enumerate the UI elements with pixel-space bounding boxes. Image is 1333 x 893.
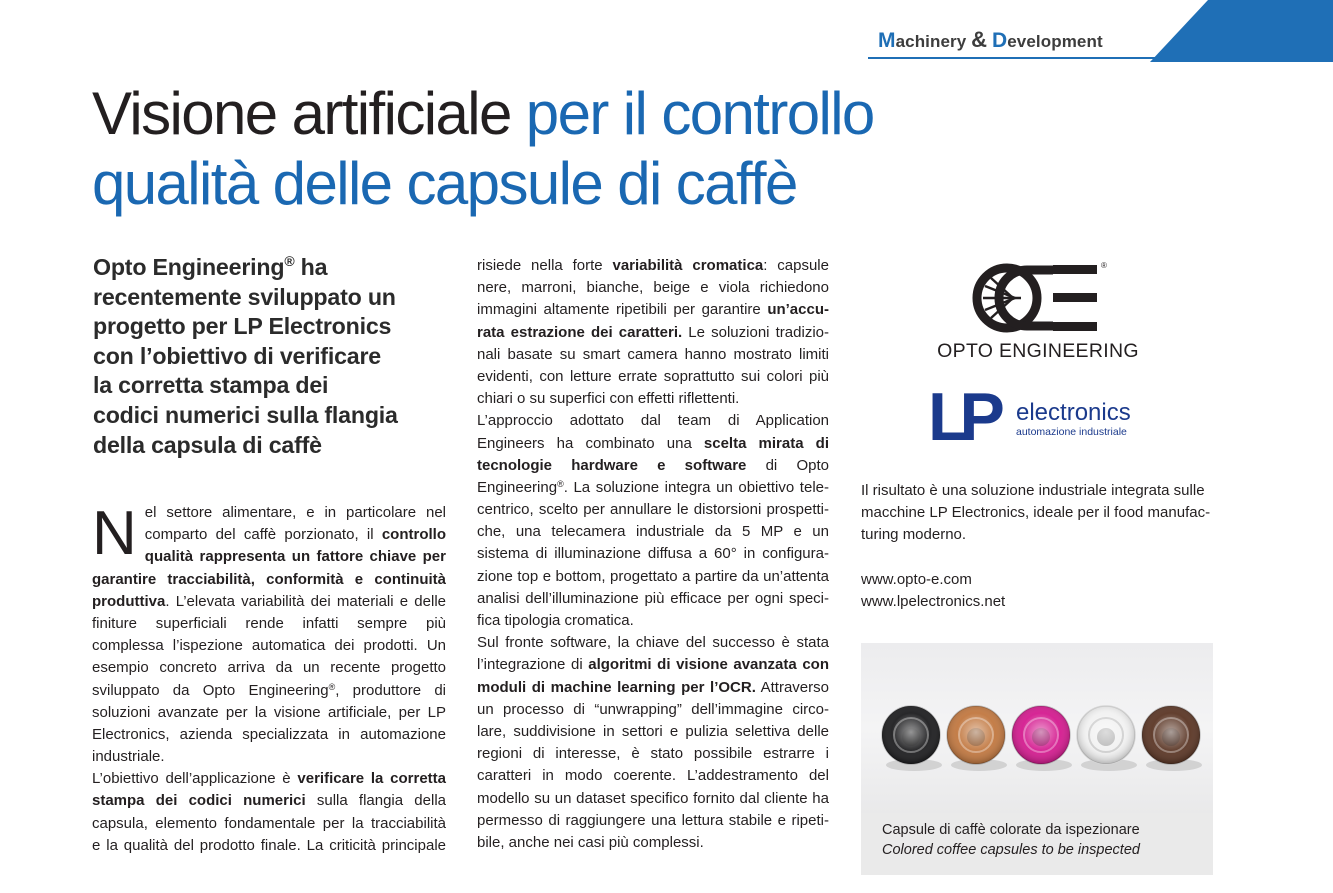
lp-logo-tagline: automazione industriale	[1016, 426, 1127, 438]
headline-dark-part: Visione artificiale	[92, 80, 526, 147]
body-column-2: risiede nella forte variabilità cromatica: capsule nere, marroni, bianche, beige e viola richiedono immagini altamente ripetibili per garantire un’accu- rata estrazione dei caratteri. Le soluzioni tradizio- nali basate su smart camera hanno mostrato limiti evidenti, con letture errate soprattutto sui colori più chiari o su superfici con effetti riflettenti. L’approccio adottato dal team di Application Engineers ha combinato una scelta mirata di tecnologie hardware e software di Opto Engineering®. La soluzione integra un obiettivo tele- centrico, scelto per annullare le distorsioni prospetti- che, una telecamera industriale da 5 MP e un sistema di illuminazione diffusa a 60° in configura- zione top e bottom, progettato a partire da un’attenta analisi dell’illuminazione più efficace per ogni speci- fica tipologia cromatica. Sul fronte software, la chiave del successo è stata l’integrazione di algoritmi di visione avanzata con moduli di machine learning per l’OCR. Attraverso un processo di “unwrapping” dell’immagine circo- lare, suddivisione in settori e pulizia selettiva delle regioni di interesse, è stato possibile estrarre i caratteri in modo coerente. L’addestramento del modello su un dataset specifico fornito dal cliente ha permesso di raggiungere una lettura stabile e ripeti- bile, anche nei casi più complessi.	[477, 257, 830, 851]
caption-italian: Capsule di caffè colorate da ispezionare	[882, 822, 1140, 838]
headline-blue-part-1: per il controllo	[525, 80, 874, 147]
section-header	[0, 0, 1333, 62]
lp-logo-name: electronics	[1016, 399, 1131, 426]
section-corner-tab	[1150, 0, 1333, 62]
body-column-1: N el settore alimentare, e in particolare nel comparto del caffè porzionato, il controllo qualità rappresenta un fattore chiave per garantire tracciabilità, conformità e continuità produttiva. L’elevata variabilità dei materiali e delle finiture superficiali rende infatti sempre più complessa l’ispezione automatica dei prodotti. Un esempio concreto arriva da un recente progetto sviluppato da Opto Engineering®, produttore di soluzioni avanzate per la visione artificiale, per LP Electronics, azienda specializzata in automazione industriale. L’obiettivo dell’applicazione è verificare la corretta stampa dei codici numerici sulla flangia della capsula, elemento fondamentale per la tracciabilità e la qualità del prodotto finale. La criticità principale	[92, 499, 446, 854]
photo-caption	[882, 820, 1140, 860]
url-opto[interactable]: www.opto-e.com	[861, 570, 972, 588]
lp-electronics-logo	[928, 378, 1146, 454]
drop-cap: N	[92, 499, 137, 568]
capsules-illustration	[861, 643, 1213, 813]
section-title: Machinery & Development	[878, 27, 1103, 52]
opto-logo-text: OPTO ENGINEERING	[937, 340, 1139, 362]
caption-english: Colored coffee capsules to be inspected	[882, 842, 1140, 858]
coffee-capsule	[1012, 706, 1072, 771]
lead-paragraph: Opto Engineering® ha recentemente sviluppato un progetto per LP Electronics con l’obiettivo di verificare la corretta stampa dei codici numerici sulla flangia della capsula di caffè	[93, 253, 398, 458]
coffee-capsule	[882, 706, 942, 771]
opto-registered-mark: ®	[1101, 261, 1107, 270]
opto-engineering-logo	[935, 256, 1141, 362]
coffee-capsule	[1142, 706, 1202, 771]
headline-blue-part-2: qualità delle capsule di caffè	[92, 150, 797, 217]
headline	[92, 80, 1092, 217]
coffee-capsule	[947, 706, 1007, 771]
url-lp[interactable]: www.lpelectronics.net	[861, 592, 1006, 610]
capsules-photo	[861, 643, 1213, 813]
lp-logo-letters: LP	[928, 379, 995, 454]
coffee-capsule	[1077, 706, 1137, 771]
body-column-3: Il risultato è una soluzione industriale integrata sulle macchine LP Electronics, ideale per il food manufac- turing moderno. www.opto-e.com www.lpelectronics.net	[861, 480, 1221, 613]
section-underline	[868, 57, 1168, 59]
